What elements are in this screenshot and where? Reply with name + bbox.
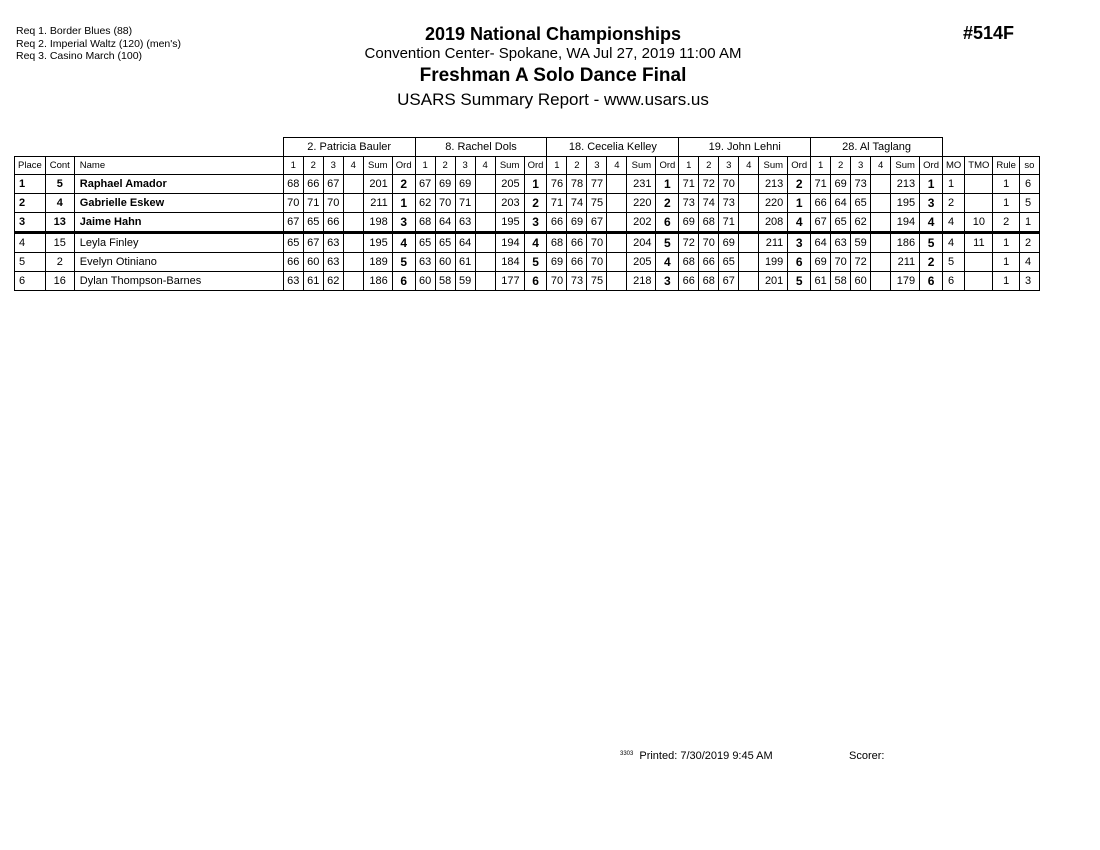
score-cell: 63 [323,233,343,253]
score-cell: 67 [303,233,323,253]
tmo-header: TMO [965,157,993,175]
so-cell: 4 [1019,253,1039,272]
mo-cell: 2 [942,194,964,213]
sum-cell: 186 [891,233,920,253]
score-cell: 70 [587,233,607,253]
score-cell [739,233,759,253]
score-cell: 60 [415,272,435,291]
ordinal-cell: 3 [788,233,811,253]
ordinal-cell: 1 [788,194,811,213]
ordinal-cell: 2 [656,194,679,213]
judge-column-header: Ord [920,157,943,175]
report-header [300,23,806,111]
score-cell: 66 [283,253,303,272]
judge-column-header: 4 [343,157,363,175]
so-header: so [1019,157,1039,175]
score-cell: 60 [851,272,871,291]
sum-cell: 213 [891,175,920,194]
report-code: 3303 [620,751,634,757]
score-cell: 73 [719,194,739,213]
judge-column-header: 4 [871,157,891,175]
sum-cell: 198 [363,213,392,233]
sum-cell: 203 [495,194,524,213]
place-cell: 4 [15,233,46,253]
score-cell: 69 [719,233,739,253]
sum-cell: 211 [891,253,920,272]
sum-cell: 201 [363,175,392,194]
skater-name-cell: Gabrielle Eskew [74,194,283,213]
so-cell: 3 [1019,272,1039,291]
sum-cell: 195 [495,213,524,233]
sum-cell: 179 [891,272,920,291]
score-cell: 70 [719,175,739,194]
score-cell: 75 [587,272,607,291]
score-cell [475,233,495,253]
results-body [15,175,1040,291]
rule-header: Rule [993,157,1020,175]
result-row [15,213,1040,233]
rule-cell: 2 [993,213,1020,233]
score-cell: 69 [811,253,831,272]
judge-column-header: Ord [656,157,679,175]
score-cell: 58 [831,272,851,291]
sum-cell: 201 [759,272,788,291]
place-header: Place [15,157,46,175]
judge-column-header: 2 [303,157,323,175]
skater-name-cell: Dylan Thompson-Barnes [74,272,283,291]
score-cell: 60 [435,253,455,272]
sum-cell: 189 [363,253,392,272]
score-cell: 59 [851,233,871,253]
score-cell: 64 [455,233,475,253]
printed-datetime: Printed: 7/30/2019 9:45 AM [639,750,773,762]
ordinal-cell: 5 [920,233,943,253]
score-cell: 65 [719,253,739,272]
result-row [15,194,1040,213]
score-cell: 66 [679,272,699,291]
tmo-cell [965,194,993,213]
ordinal-cell: 2 [524,194,547,213]
score-cell: 71 [455,194,475,213]
contestant-number-cell: 13 [45,213,74,233]
score-cell: 70 [587,253,607,272]
score-cell: 65 [303,213,323,233]
score-cell: 65 [283,233,303,253]
tmo-cell [965,272,993,291]
rule-cell: 1 [993,194,1020,213]
score-cell [739,175,759,194]
score-cell: 61 [303,272,323,291]
score-cell [607,175,627,194]
sum-cell: 220 [759,194,788,213]
score-cell [475,253,495,272]
score-cell: 78 [567,175,587,194]
score-cell [343,194,363,213]
so-cell: 2 [1019,233,1039,253]
score-cell [607,272,627,291]
sum-cell: 186 [363,272,392,291]
score-cell: 68 [679,253,699,272]
score-cell: 73 [679,194,699,213]
score-cell: 58 [435,272,455,291]
judge-column-header: 4 [607,157,627,175]
score-cell [475,213,495,233]
sum-cell: 220 [627,194,656,213]
ordinal-cell: 4 [524,233,547,253]
score-cell [871,272,891,291]
tmo-cell [965,175,993,194]
result-row [15,272,1040,291]
score-cell: 74 [567,194,587,213]
place-cell: 2 [15,194,46,213]
judge-column-header: Sum [759,157,788,175]
score-cell: 75 [587,194,607,213]
score-cell: 71 [719,213,739,233]
ordinal-cell: 1 [656,175,679,194]
score-cell: 65 [831,213,851,233]
score-cell: 66 [303,175,323,194]
score-cell [343,233,363,253]
judge-column-header: Ord [392,157,415,175]
judge-column-header: Sum [627,157,656,175]
score-cell: 71 [811,175,831,194]
score-cell [739,213,759,233]
score-cell: 63 [831,233,851,253]
score-cell: 70 [831,253,851,272]
ordinal-cell: 1 [392,194,415,213]
score-cell: 66 [699,253,719,272]
ordinal-cell: 4 [392,233,415,253]
score-cell [739,253,759,272]
score-cell: 61 [455,253,475,272]
judge-name: 28. Al Taglang [811,138,943,157]
score-cell [607,253,627,272]
ordinal-cell: 5 [656,233,679,253]
rule-cell: 1 [993,253,1020,272]
score-cell: 63 [283,272,303,291]
score-cell [871,253,891,272]
sum-cell: 204 [627,233,656,253]
judge-column-header: 1 [547,157,567,175]
score-cell: 66 [567,253,587,272]
score-cell: 59 [455,272,475,291]
score-cell: 66 [811,194,831,213]
score-cell [343,213,363,233]
score-cell: 67 [719,272,739,291]
ordinal-cell: 2 [920,253,943,272]
score-cell: 71 [303,194,323,213]
score-cell [871,175,891,194]
ordinal-cell: 5 [524,253,547,272]
score-cell: 69 [679,213,699,233]
score-cell: 67 [811,213,831,233]
sum-cell: 195 [363,233,392,253]
score-cell [739,194,759,213]
requirement-line: Req 3. Casino March (100) [16,50,143,62]
judge-column-header: 3 [455,157,475,175]
score-cell: 62 [323,272,343,291]
judge-name: 18. Cecelia Kelley [547,138,679,157]
judge-header-spacer [15,138,284,157]
judge-column-header: Sum [363,157,392,175]
score-cell: 74 [699,194,719,213]
judge-column-header: 2 [831,157,851,175]
score-cell [343,253,363,272]
score-cell: 67 [283,213,303,233]
score-cell: 72 [699,175,719,194]
sum-cell: 211 [759,233,788,253]
ordinal-cell: 5 [392,253,415,272]
sum-cell: 218 [627,272,656,291]
score-cell [475,194,495,213]
sum-cell: 205 [627,253,656,272]
mo-cell: 4 [942,233,964,253]
score-cell: 68 [415,213,435,233]
score-cell: 69 [567,213,587,233]
sum-cell: 211 [363,194,392,213]
score-cell: 65 [851,194,871,213]
score-cell [871,194,891,213]
sum-cell: 177 [495,272,524,291]
so-cell: 6 [1019,175,1039,194]
sum-cell: 199 [759,253,788,272]
ordinal-cell: 1 [524,175,547,194]
column-header-row [15,157,1040,175]
judge-header-row [15,138,1040,157]
sum-cell: 208 [759,213,788,233]
judge-column-header: 1 [679,157,699,175]
result-row [15,175,1040,194]
skater-name-cell: Evelyn Otiniano [74,253,283,272]
report-subtitle: USARS Summary Report - www.usars.us [397,90,709,109]
score-cell: 62 [415,194,435,213]
score-cell: 64 [811,233,831,253]
venue-date-line: Convention Center- Spokane, WA Jul 27, 2019 11:00 AM [364,45,742,62]
judge-column-header: 1 [283,157,303,175]
score-cell [871,213,891,233]
sum-cell: 195 [891,194,920,213]
name-header: Name [74,157,283,175]
judge-column-header: 3 [587,157,607,175]
score-cell: 70 [699,233,719,253]
judge-column-header: 3 [851,157,871,175]
score-cell: 66 [567,233,587,253]
result-row [15,233,1040,253]
score-cell: 71 [679,175,699,194]
score-cell: 63 [415,253,435,272]
ordinal-cell: 6 [920,272,943,291]
rule-cell: 1 [993,272,1020,291]
contestant-number-cell: 4 [45,194,74,213]
score-cell: 68 [699,272,719,291]
judge-column-header: 1 [811,157,831,175]
score-cell: 77 [587,175,607,194]
score-cell: 69 [455,175,475,194]
score-cell: 73 [567,272,587,291]
mo-cell: 6 [942,272,964,291]
ordinal-cell: 5 [788,272,811,291]
ordinal-cell: 6 [788,253,811,272]
score-cell: 67 [323,175,343,194]
score-cell: 64 [435,213,455,233]
requirement-line: Req 2. Imperial Waltz (120) (men's) [16,37,181,50]
tmo-cell: 11 [965,233,993,253]
score-cell: 68 [283,175,303,194]
ordinal-cell: 4 [920,213,943,233]
judge-column-header: Ord [524,157,547,175]
judge-column-header: 2 [567,157,587,175]
score-cell: 66 [323,213,343,233]
contestant-number-cell: 15 [45,233,74,253]
place-cell: 1 [15,175,46,194]
judge-column-header: Sum [495,157,524,175]
tmo-cell: 10 [965,213,993,233]
score-cell [607,194,627,213]
sum-cell: 231 [627,175,656,194]
rule-cell: 1 [993,233,1020,253]
tmo-cell [965,253,993,272]
score-cell [739,272,759,291]
score-cell: 60 [303,253,323,272]
judge-column-header: 2 [435,157,455,175]
score-cell: 69 [831,175,851,194]
score-cell: 73 [851,175,871,194]
result-row [15,253,1040,272]
contestant-number-cell: 16 [45,272,74,291]
summary-table [14,137,1040,291]
score-cell: 61 [811,272,831,291]
mo-header: MO [942,157,964,175]
sum-cell: 194 [495,233,524,253]
score-cell: 67 [415,175,435,194]
mo-cell: 1 [942,175,964,194]
sum-cell: 213 [759,175,788,194]
ordinal-cell: 6 [392,272,415,291]
skater-name-cell: Raphael Amador [74,175,283,194]
sum-cell: 194 [891,213,920,233]
ordinal-cell: 3 [656,272,679,291]
ordinal-cell: 4 [788,213,811,233]
requirements-list [16,25,181,63]
score-cell: 62 [851,213,871,233]
judge-column-header: Ord [788,157,811,175]
score-cell: 63 [323,253,343,272]
so-cell: 1 [1019,213,1039,233]
ordinal-cell: 6 [524,272,547,291]
score-cell: 70 [283,194,303,213]
score-cell: 72 [851,253,871,272]
judge-name: 8. Rachel Dols [415,138,547,157]
score-cell: 70 [435,194,455,213]
ordinal-cell: 2 [392,175,415,194]
score-cell: 64 [831,194,851,213]
ordinal-cell: 3 [392,213,415,233]
event-title: Freshman A Solo Dance Final [419,65,687,86]
ordinal-cell: 6 [656,213,679,233]
score-cell: 69 [435,175,455,194]
judge-header-spacer [942,138,1039,157]
score-cell: 65 [415,233,435,253]
place-cell: 5 [15,253,46,272]
score-cell: 67 [587,213,607,233]
ordinal-cell: 3 [920,194,943,213]
event-number: #514F [963,23,1015,43]
so-cell: 5 [1019,194,1039,213]
judge-column-header: 1 [415,157,435,175]
championship-title: 2019 National Championships [424,24,682,44]
skater-name-cell: Jaime Hahn [74,213,283,233]
score-cell [343,272,363,291]
score-cell: 66 [547,213,567,233]
score-cell [475,175,495,194]
cont-header: Cont [45,157,74,175]
judge-name: 2. Patricia Bauler [283,138,415,157]
score-cell: 69 [547,253,567,272]
ordinal-cell: 3 [524,213,547,233]
printed-stamp [620,750,773,762]
score-cell [343,175,363,194]
place-cell: 3 [15,213,46,233]
judge-column-header: Sum [891,157,920,175]
judge-column-header: 3 [323,157,343,175]
score-cell [607,213,627,233]
requirement-line: Req 1. Border Blues (88) [16,25,133,37]
score-cell: 70 [547,272,567,291]
score-cell: 65 [435,233,455,253]
score-cell: 71 [547,194,567,213]
ordinal-cell: 1 [920,175,943,194]
mo-cell: 5 [942,253,964,272]
mo-cell: 4 [942,213,964,233]
sum-cell: 202 [627,213,656,233]
scorer-label: Scorer: [849,750,885,762]
score-cell: 70 [323,194,343,213]
score-cell [871,233,891,253]
score-cell: 76 [547,175,567,194]
score-cell: 68 [547,233,567,253]
ordinal-cell: 4 [656,253,679,272]
score-cell [475,272,495,291]
ordinal-cell: 2 [788,175,811,194]
judge-column-header: 3 [719,157,739,175]
score-cell [607,233,627,253]
judge-column-header: 2 [699,157,719,175]
contestant-number-cell: 2 [45,253,74,272]
score-cell: 72 [679,233,699,253]
contestant-number-cell: 5 [45,175,74,194]
score-cell: 68 [699,213,719,233]
sum-cell: 205 [495,175,524,194]
place-cell: 6 [15,272,46,291]
judge-column-header: 4 [739,157,759,175]
rule-cell: 1 [993,175,1020,194]
judge-name: 19. John Lehni [679,138,811,157]
skater-name-cell: Leyla Finley [74,233,283,253]
score-cell: 63 [455,213,475,233]
judge-column-header: 4 [475,157,495,175]
sum-cell: 184 [495,253,524,272]
